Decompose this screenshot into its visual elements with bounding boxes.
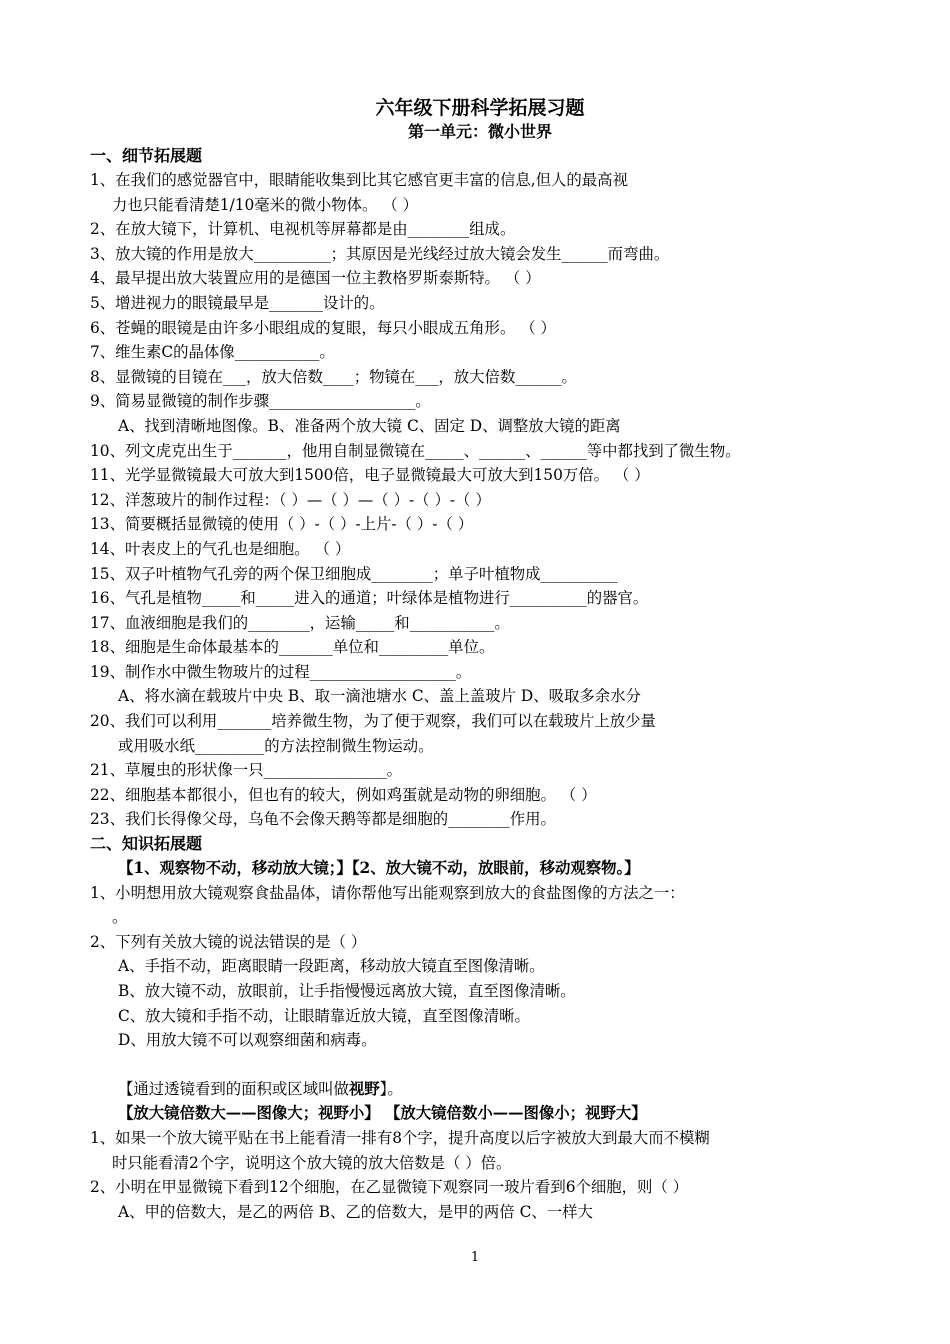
hint-keyword: 视野 bbox=[348, 1079, 380, 1098]
question-line: 6、苍蝇的眼镜是由许多小眼组成的复眼，每只小眼成五角形。 （ ） bbox=[90, 318, 556, 337]
question-line: 22、细胞基本都很小，但也有的较大，例如鸡蛋就是动物的卵细胞。 （ ） bbox=[90, 785, 597, 804]
unit-subtitle: 第一单元：微小世界 bbox=[407, 122, 552, 141]
question-line: 1、如果一个放大镜平贴在书上能看清一排有8个字，提升高度以后字被放大到最大而不模糊 bbox=[90, 1128, 710, 1147]
question-line: 19、制作水中微生物玻片的过程___________________。 bbox=[90, 662, 472, 681]
option-line: C、放大镜和手指不动，让眼睛靠近放大镜，直至图像清晰。 bbox=[118, 1006, 530, 1025]
question-line: 2、小明在甲显微镜下看到12个细胞，在乙显微镜下观察同一玻片看到6个细胞，则（ ） bbox=[90, 1178, 689, 1197]
option-line: A、手指不动，距离眼睛一段距离，移动放大镜直至图像清晰。 bbox=[118, 957, 545, 976]
question-line: 5、增进视力的眼镜最早是_______设计的。 bbox=[90, 293, 385, 312]
hint-prefix: 【通过透镜看到的面积或区域叫做 bbox=[118, 1079, 349, 1098]
question-line: 20、我们可以利用_______培养微生物，为了便于观察，我们可以在载玻片上放少量 bbox=[90, 712, 656, 731]
question-line: 16、气孔是植物_____和_____进入的通道；叶绿体是植物进行__________的器官。 bbox=[90, 589, 649, 608]
question-line: 10、列文虎克出生于_______，他用自制显微镜在_____、______、______等中都找到了微生物。 bbox=[90, 441, 741, 460]
section-heading-knowledge: 二、知识拓展题 bbox=[90, 834, 203, 854]
question-line: 23、我们长得像父母，乌龟不会像天鹅等都是细胞的________作用。 bbox=[90, 810, 556, 829]
question-line: 。 bbox=[112, 908, 128, 927]
option-line: B、放大镜不动，放眼前，让手指慢慢远离放大镜，直至图像清晰。 bbox=[118, 982, 576, 1000]
spacer bbox=[90, 1053, 870, 1077]
question-line: 2、在放大镜下，计算机、电视机等屏幕都是由________组成。 bbox=[90, 220, 516, 239]
section-detail-questions bbox=[90, 168, 870, 832]
option-line: A、将水滴在载玻片中央 B、取一滴池塘水 C、盖上盖玻片 D、吸取多余水分 bbox=[118, 687, 641, 706]
hint-magnification: 【放大镜倍数大——图像大；视野小】 【放大镜倍数小——图像小；视野大】 bbox=[118, 1104, 647, 1123]
question-line: 15、双子叶植物气孔旁的两个保卫细胞成________；单子叶植物成__________ bbox=[90, 564, 618, 583]
question-line: 14、叶表皮上的气孔也是细胞。 （ ） bbox=[90, 539, 351, 558]
question-line: 7、维生素C的晶体像___________。 bbox=[90, 343, 335, 362]
document-page bbox=[90, 96, 870, 1224]
question-line: 8、显微镜的目镜在___，放大倍数____；物镜在___，放大倍数______。 bbox=[90, 367, 577, 386]
option-line: D、用放大镜不可以观察细菌和病毒。 bbox=[118, 1031, 377, 1050]
question-line: 力也只能看清楚1/10毫米的微小物体。 （ ） bbox=[112, 195, 418, 214]
question-line: 或用吸水纸_________的方法控制微生物运动。 bbox=[118, 736, 434, 755]
question-line: 12、洋葱玻片的制作过程：（ ）—（ ）—（ ）-（ ）-（ ） bbox=[90, 490, 491, 509]
question-line: 13、简要概括显微镜的使用（ ）-（ ）-上片-（ ）-（ ） bbox=[90, 515, 474, 534]
page-number: 1 bbox=[470, 1250, 480, 1265]
question-line: 时只能看清2个字，说明这个放大镜的放大倍数是（ ）倍。 bbox=[112, 1153, 512, 1172]
option-line: A、甲的倍数大，是乙的两倍 B、乙的倍数大，是甲的两倍 C、一样大 bbox=[118, 1202, 593, 1221]
question-line: 2、下列有关放大镜的说法错误的是（ ） bbox=[90, 932, 367, 951]
section-heading-detail: 一、细节拓展题 bbox=[90, 146, 203, 165]
question-line: 9、简易显微镜的制作步骤___________________。 bbox=[90, 392, 431, 411]
hint-field-of-view bbox=[90, 1077, 870, 1102]
document-title: 六年级下册科学拓展习题 bbox=[375, 97, 585, 119]
hint-magnifier-methods: 【1、观察物不动，移动放大镜；】【2、放大镜不动，放眼前，移动观察物。】 bbox=[118, 859, 640, 878]
question-line: 17、血液细胞是我们的________，运输_____和___________。 bbox=[90, 613, 510, 632]
section-knowledge-questions-2 bbox=[90, 1126, 870, 1224]
question-line: 1、小明想用放大镜观察食盐晶体，请你帮他写出能观察到放大的食盐图像的方法之一： bbox=[90, 883, 685, 902]
hint-suffix: 】。 bbox=[379, 1079, 403, 1098]
question-line: 18、细胞是生命体最基本的_______单位和_________单位。 bbox=[90, 638, 495, 657]
question-line: 21、草履虫的形状像一只________________。 bbox=[90, 761, 403, 780]
question-line: 11、光学显微镜最大可放大到1500倍，电子显微镜最大可放大到150万倍。 （ ） bbox=[90, 466, 650, 485]
option-line: A、找到清晰地图像。B、准备两个放大镜 C、固定 D、调整放大镜的距离 bbox=[118, 416, 621, 435]
question-line: 3、放大镜的作用是放大__________；其原因是光线经过放大镜会发生______而弯曲。 bbox=[90, 244, 670, 263]
section-knowledge-questions-1 bbox=[90, 881, 870, 1053]
question-line: 4、最早提出放大装置应用的是德国一位主教格罗斯泰斯特。 （ ） bbox=[90, 269, 541, 288]
question-line: 1、在我们的感觉器官中，眼睛能收集到比其它感官更丰富的信息,但人的最高视 bbox=[90, 171, 628, 189]
